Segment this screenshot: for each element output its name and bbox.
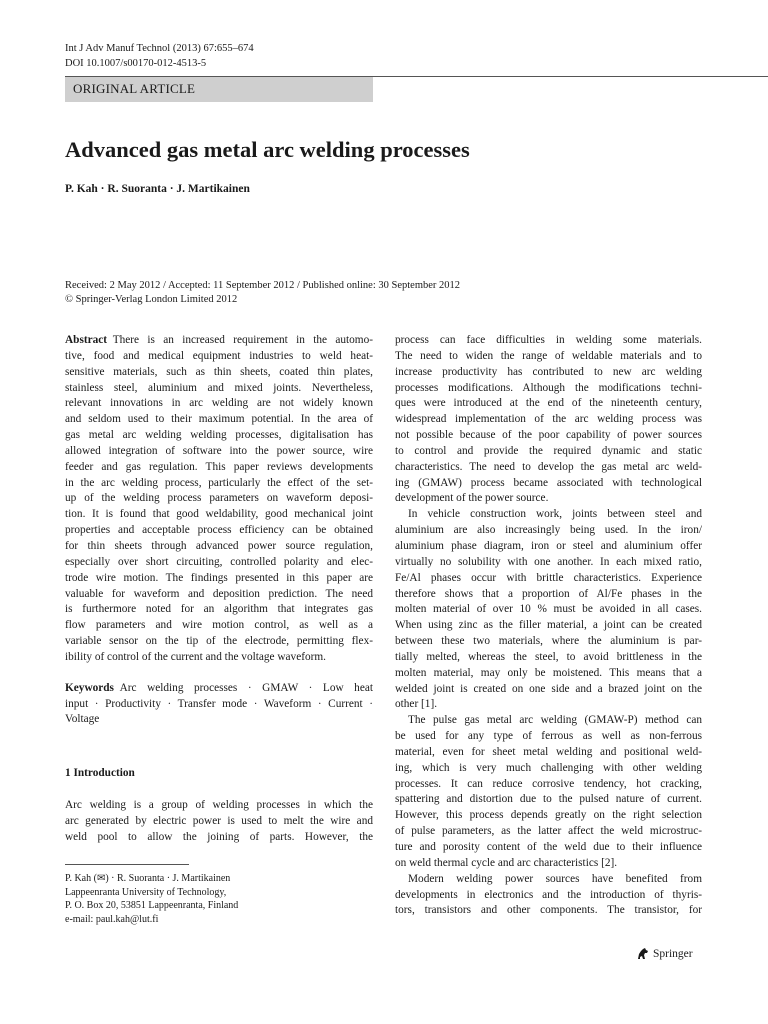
text-line: tors, transistors and other components. The transistor, for (395, 904, 702, 917)
introduction-text (65, 798, 373, 846)
author-affiliation (65, 872, 238, 926)
right-column (395, 333, 702, 919)
text-line: trode wire motion. The findings presented in this paper are (65, 571, 373, 584)
text-line: not possible because of the poor capability of power sources (395, 429, 702, 442)
text-line: The pulse gas metal arc welding (GMAW-P) method can (408, 714, 702, 727)
text-line: sensitive materials, such as thin sheets, coated thin plates, (65, 365, 373, 378)
text-line: Modern welding power sources have benefited from (408, 872, 702, 885)
text-line: and seldom used to their maximum potential. In the area of (65, 413, 373, 426)
text-line: therefore shows that a proportion of Al/Fe phases in the (395, 587, 702, 600)
paragraph (395, 333, 702, 507)
publisher-name: Springer (653, 947, 693, 960)
text-line: in the arc welding process, particularly the effect of the set- (65, 476, 373, 489)
text-line: characteristics. The need to develop the gas metal arc weld- (395, 460, 702, 473)
text-line: tially melted, whereas the steel, to avoid brittleness in the (395, 650, 702, 663)
text-line: on weld thermal cycle and arc characteristics [2]. (395, 856, 618, 869)
text-line: aluminium phase diagram, iron or steel and aluminium offer (395, 539, 702, 552)
abstract (65, 333, 373, 666)
copyright: © Springer-Verlag London Limited 2012 (65, 294, 238, 305)
text-line: up of the welding process parameters on waveform deposi- (65, 492, 373, 505)
text-line: However, this process depends greatly on the right selection (395, 809, 702, 822)
affiliation-address: P. O. Box 20, 53851 Lappeenranta, Finland (65, 900, 239, 911)
paper-title: Advanced gas metal arc welding processes (65, 137, 470, 162)
text-line: gas metal arc welding welding processes, digitalisation has (65, 429, 373, 442)
history-dates: Received: 2 May 2012 / Accepted: 11 September 2012 / Published online: 30 September 2012 (65, 280, 461, 291)
paragraph (395, 507, 702, 713)
text-line: development of the power source. (395, 492, 549, 505)
text-line: input · Productivity · Transfer mode · Waveform · Current · (65, 697, 373, 710)
text-line: material, even for sheet metal welding and positional weld- (395, 745, 702, 758)
text-line: In vehicle construction work, joints between steel and (408, 508, 702, 521)
text-line: weld pool to allow the joining of parts. However, the (65, 830, 373, 843)
publication-dates (65, 279, 460, 307)
text-line: ture and porosity content of the weld due to their influence (395, 841, 702, 853)
text-line: When using zinc as the filler material, a joint can be created (395, 619, 702, 632)
text-line: processes modifications. Although the modifications techni- (395, 381, 702, 394)
article-type-band (65, 77, 373, 102)
text-line: be used for any type of ferrous as well as non-ferrous (395, 730, 702, 743)
affiliation-email[interactable]: e-mail: paul.kah@lut.fi (65, 913, 159, 925)
text-line: molten material, may only be moistened. This means that a (395, 666, 702, 679)
left-column (65, 333, 373, 728)
keywords-label: Keywords (65, 681, 114, 694)
section-heading-introduction: 1 Introduction (65, 767, 135, 779)
author-list: P. Kah · R. Suoranta · J. Martikainen (65, 183, 250, 195)
text-line: valuable for waveform and deposition prediction. The need (65, 587, 373, 600)
text-line: stainless steel, aluminium and mixed joints. Nevertheless, (65, 381, 373, 394)
text-line: spattering and distortion due to the pulsed nature of current. (395, 793, 702, 806)
text-line: to control and provide the required dynamic and static (395, 444, 702, 457)
text-line: is furthermore noted for an algorithm that integrates gas (65, 603, 373, 616)
text-line: of pulse parameters, as the latter affect the weld microstruc- (395, 825, 702, 838)
text-line: for thin sheets through advanced power source regulation, (65, 539, 373, 552)
text-line: Fe/Al phases occur with brittle characteristics. Experience (395, 571, 702, 584)
text-line: welded joint is created on one side and a brazed joint on the (395, 682, 702, 695)
abstract-label: Abstract (65, 334, 108, 346)
journal-citation (65, 41, 254, 71)
text-line: developments in electronics and the introduction of thyris- (395, 888, 702, 901)
text-line: ques were introduced at the end of the nineteenth century, (395, 397, 702, 410)
text-line: tive, food and medical equipment industries to weld heat- (65, 349, 373, 362)
text-line: especially over short circuiting, controlled polarity and elec- (65, 555, 373, 568)
text-line: ing (GMAW) process became associated with technological (395, 476, 702, 489)
paragraph (395, 872, 702, 920)
text-line: ibility of control of the current and the voltage waveform. (65, 650, 326, 663)
text-line: molten material of over 10 % must be avoided in all cases. (395, 603, 702, 616)
text-line: aluminium are also increasingly being used. In the iron/ (395, 524, 702, 537)
text-line: virtually no solubility with one another. In each mixed ratio, (395, 555, 702, 568)
keywords (65, 681, 373, 729)
text-line: widespread implementation of the arc welding process was (395, 413, 702, 426)
article-type: ORIGINAL ARTICLE (73, 81, 196, 96)
text-line: ing, which is very much challenging with other welding (395, 761, 702, 774)
text-line: flow parameters and wire motion control, as well as a (65, 619, 373, 632)
affiliation-university: Lappeenranta University of Technology, (65, 886, 227, 898)
text-line: Voltage (65, 713, 100, 726)
text-line: other [1]. (395, 698, 438, 711)
text-line: feeder and gas regulation. This paper reviews developments (65, 460, 373, 473)
footnote-rule (65, 864, 189, 865)
text-line: Arc welding is a group of welding processes in which the (65, 799, 373, 811)
text-line: allowed integration of software into the power source, wire (65, 444, 373, 457)
doi: DOI 10.1007/s00170-012-4513-5 (65, 58, 207, 69)
text-line: between these two materials, where the aluminium is par- (395, 635, 702, 648)
text-line: increase productivity has contributed to new arc welding (395, 365, 702, 378)
text-line: variable sensor on the tip of the electrode, permitting flex- (65, 635, 373, 648)
affiliation-authors: P. Kah (✉) · R. Suoranta · J. Martikainen (65, 873, 231, 884)
text-line: tion. It is found that good weldability, good mechanical joint (65, 508, 373, 521)
text-line: properties and acceptable process efficiency can be obtained (65, 524, 373, 537)
text-line: Abstract There is an increased requirement in the automo- (65, 334, 373, 346)
publisher-logo (636, 947, 693, 960)
text-line: relevant innovations in arc welding are not widely known (65, 397, 373, 410)
paragraph (395, 713, 702, 871)
text-line: process can face difficulties in welding some materials. (395, 334, 702, 346)
text-line: arc generated by electric power is used to melt the wire and (65, 814, 373, 827)
journal-reference: Int J Adv Manuf Technol (2013) 67:655–674 (65, 43, 254, 54)
springer-horse-icon (636, 947, 649, 960)
text-line: Keywords Arc welding processes · GMAW · Low heat (65, 681, 373, 694)
text-line: The need to widen the range of weldable materials and to (395, 349, 702, 362)
text-line: processes. It can reduce corrosive tendency, hot cracking, (395, 777, 702, 790)
